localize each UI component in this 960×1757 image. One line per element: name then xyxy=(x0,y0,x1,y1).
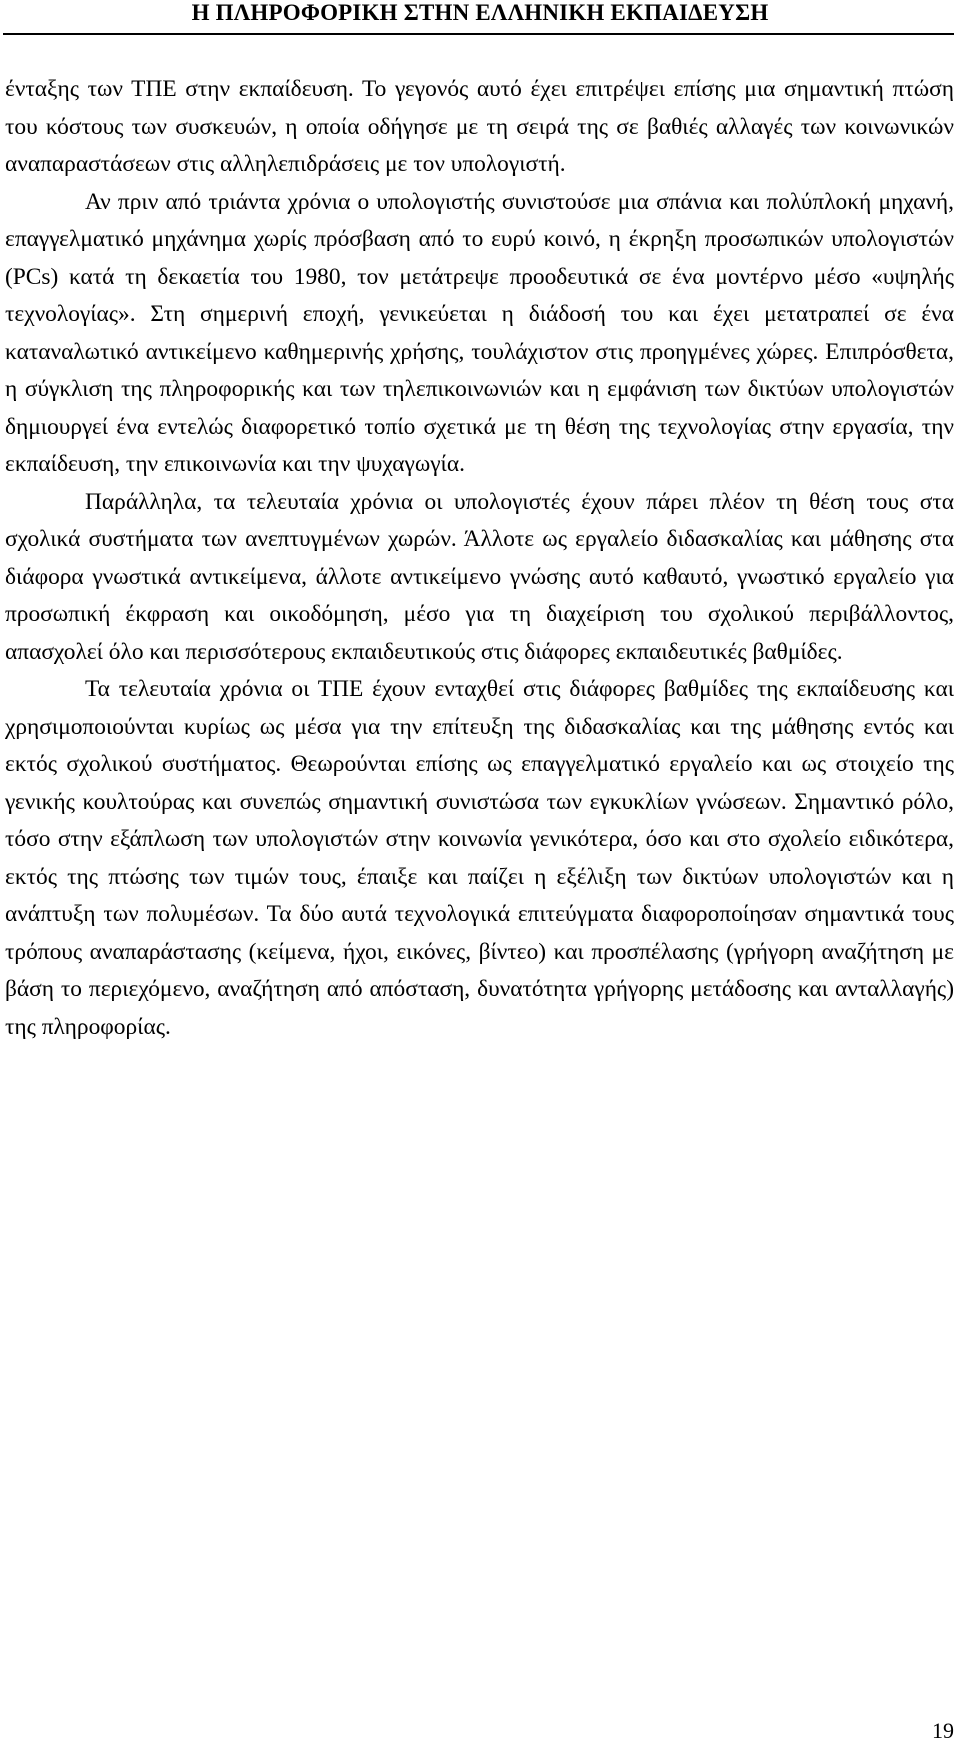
page-number: 19 xyxy=(932,1718,954,1743)
paragraph: Παράλληλα, τα τελευταία χρόνια οι υπολογιστές έχουν πάρει πλέον τη θέση τους στα σχολικά συστήματα των ανεπτυγμένων χωρών. Άλλοτε ως εργαλείο διδασκαλίας και μάθησης στα διάφορα γνωστικά αντικείμενα, άλλοτε αντικείμενο γνώσης αυτό καθαυτό, γνωστικό εργαλείο για προσωπική έκφραση και οικοδόμηση, μέσο για τη διαχείριση του σχολικού περιβάλλοντος, απασχολεί όλο και περισσότερους εκπαιδευτικούς στις διάφορες εκπαιδευτικές βαθμίδες. xyxy=(5,488,954,665)
paragraph: Αν πριν από τριάντα χρόνια ο υπολογιστής συνιστούσε μια σπάνια και πολύπλοκή μηχανή, επαγγελματικό μηχάνημα χωρίς πρόσβαση από το ευρύ κοινό, η έκρηξη προσωπικών υπολογιστών (PCs) κατά τη δεκαετία του 1980, τον μετάτρεψε προοδευτικά σε ένα μοντέρνο μέσο «υψηλής τεχνολογίας». Στη σημερινή εποχή, γενικεύεται η διάδοσή του και έχει μετατραπεί σε ένα καταναλωτικό αντικείμενο καθημερινής χρήσης, τουλάχιστον στις προηγμένες χώρες. Επιπρόσθετα, η σύγκλιση της πληροφορικής και των τηλεπικοινωνιών και η εμφάνιση των δικτύων υπολογιστών δημιουργεί ένα εντελώς διαφορετικό τοπίο σχετικά με τη θέση της τεχνολογίας στην εργασία, την εκπαίδευση, την επικοινωνία και την ψυχαγωγία. xyxy=(5,188,954,477)
body-text xyxy=(5,71,954,1046)
header-divider xyxy=(3,33,954,35)
running-header: Η ΠΛΗΡΟΦΟΡΙΚΗ ΣΤΗΝ ΕΛΛΗΝΙΚΗ ΕΚΠΑΙΔΕΥΣΗ xyxy=(191,0,769,25)
paragraph: Τα τελευταία χρόνια οι ΤΠΕ έχουν ενταχθεί στις διάφορες βαθμίδες της εκπαίδευσης και χρησιμοποιούνται κυρίως ως μέσα για την επίτευξη της διδασκαλίας και της μάθησης εντός και εκτός σχολικού συστήματος. Θεωρούνται επίσης ως επαγγελματικό εργαλείο και ως στοιχείο της γενικής κουλτούρας και συνεπώς σημαντική συνιστώσα των εγκυκλίων γνώσεων. Σημαντικό ρόλο, τόσο στην εξάπλωση των υπολογιστών στην κοινωνία γενικότερα, όσο και στο σχολείο ειδικότερα, εκτός της πτώσης των τιμών τους, έπαιξε και παίζει η εξέλιξη των δικτύων υπολογιστών και η ανάπτυξη των πολυμέσων. Τα δύο αυτά τεχνολογικά επιτεύγματα διαφοροποίησαν σημαντικά τους τρόπους αναπαράστασης (κείμενα, ήχοι, εικόνες, βίντεο) και προσπέλασης (γρήγορη αναζήτηση με βάση το περιεχόμενο, αναζήτηση από απόσταση, δυνατότητα γρήγορης μετάδοσης και ανταλλαγής) της πληροφορίας. xyxy=(5,676,954,1040)
paragraph-continuation: ένταξης των ΤΠΕ στην εκπαίδευση. Το γεγονός αυτό έχει επιτρέψει επίσης μια σημαντική πτώση του κόστους των συσκευών, η οποία οδήγησε με τη σειρά της σε βαθιές αλλαγές των κοινωνικών αναπαραστάσεων στις αλληλεπιδράσεις με τον υπολογιστή. xyxy=(5,76,954,177)
